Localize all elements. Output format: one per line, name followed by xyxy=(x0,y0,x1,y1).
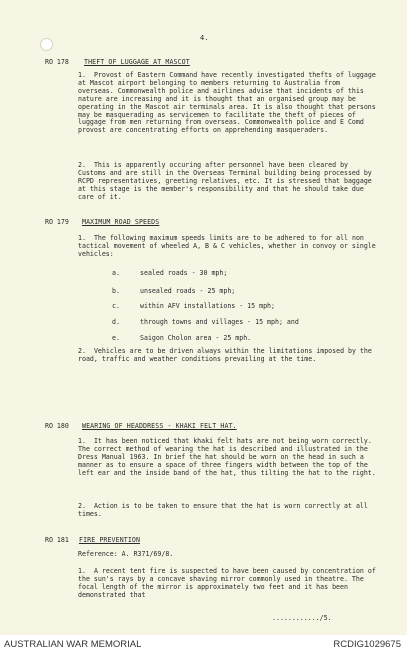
list-item xyxy=(112,269,227,277)
archive-footer xyxy=(0,635,407,654)
list-item xyxy=(112,334,251,342)
list-item xyxy=(112,318,299,326)
list-letter: d. xyxy=(112,318,120,326)
list-item xyxy=(112,302,275,310)
section-heading: WEARING OF HEADDRESS - KHAKI FELT HAT. xyxy=(82,422,237,430)
list-letter: e. xyxy=(112,334,120,342)
section-heading: FIRE PREVENTION xyxy=(79,536,141,544)
paragraph-number: 1. xyxy=(78,437,86,445)
paragraph-text: This is apparently occuring after personnel have been cleared by Customs and are still in the Overseas Terminal building being processed by RCPD representatives, greeting relatives, etc. It is stressed that baggage at this stage is the member's responsibility and that he should take due care of it. xyxy=(78,161,372,201)
ro-number: RO 179 xyxy=(45,218,69,226)
list-letter: a. xyxy=(112,269,120,277)
paragraph-number: 1. xyxy=(78,567,86,575)
paragraph xyxy=(78,235,378,259)
paragraph-number: 1. xyxy=(78,71,86,79)
list-text: sealed roads - 30 mph; xyxy=(140,269,228,277)
paragraph-text: Provost of Eastern Command have recently investigated thefts of luggage at Mascot airport belonging to members returning to Australia from overseas. Commonwealth police and airlines advise that incidents of this nature are increasing and it is thought that an organised group may be operating in the Mascot air terminals area. It is also thought that persons may be masquerading as servicemen to facilitate the theft of pieces of luggage from men returning from overseas. Commonwealth police and E Comd provost are concentrating efforts on apprehending masqueraders. xyxy=(78,71,376,135)
list-item xyxy=(112,287,235,295)
continuation-marker: ............/5. xyxy=(272,614,332,622)
section-heading: MAXIMUM ROAD SPEEDS xyxy=(82,218,160,226)
paragraph xyxy=(78,438,378,478)
paragraph xyxy=(78,568,378,600)
footer-source: AUSTRALIAN WAR MEMORIAL xyxy=(4,639,142,650)
list-text: unsealed roads - 25 mph; xyxy=(140,287,236,295)
paragraph-number: 1. xyxy=(78,234,86,242)
reference-line: Reference: A. R371/69/8. xyxy=(78,550,174,558)
paragraph-text: The following maximum speeds limits are to be adhered to for all non tactical movement of wheeled A, B & C vehicles, whether in convoy or single vehicles: xyxy=(78,234,376,258)
list-text: through towns and villages - 15 mph; and xyxy=(140,318,299,326)
footer-id: RCDIG1029675 xyxy=(333,639,401,650)
list-text: Saigon Cholon area - 25 mph. xyxy=(140,334,252,342)
paragraph xyxy=(78,503,378,519)
page-number: 4. xyxy=(200,34,209,42)
paragraph-text: Vehicles are to be driven always within the limitations imposed by the road, traffic and weather conditions prevailing at the time. xyxy=(78,347,372,363)
ro-number: RO 180 xyxy=(45,422,69,430)
paragraph xyxy=(78,348,378,364)
paragraph-number: 2. xyxy=(78,347,86,355)
punch-hole xyxy=(40,38,53,51)
paragraph xyxy=(78,162,378,202)
ro-number: RO 181 xyxy=(45,536,69,544)
paragraph-text: Action is to be taken to ensure that the hat is worn correctly at all times. xyxy=(78,502,368,518)
paragraph-number: 2. xyxy=(78,161,86,169)
paragraph-text: It has been noticed that khaki felt hats are not being worn correctly. The correct method of wearing the hat is described and illustrated in the Dress Manual 1963. In brief the hat should be worn on the head in such a manner as to ensure a space of three fingers width between the top of the left ear and the inside band of the hat, thus tilting the hat to the right. xyxy=(78,437,376,477)
list-letter: b. xyxy=(112,287,120,295)
paragraph-number: 2. xyxy=(78,502,86,510)
paragraph xyxy=(78,72,378,135)
section-heading: THEFT OF LUGGAGE AT MASCOT xyxy=(84,58,190,66)
list-letter: c. xyxy=(112,302,120,310)
ro-number: RO 178 xyxy=(45,58,69,66)
paragraph-text: A recent tent fire is suspected to have been caused by concentration of the sun's rays by a concave shaving mirror commonly used in theatre. The focal length of the mirror is approximately two feet and it has been demonstrated that xyxy=(78,567,376,599)
list-text: within AFV installations - 15 mph; xyxy=(140,302,275,310)
